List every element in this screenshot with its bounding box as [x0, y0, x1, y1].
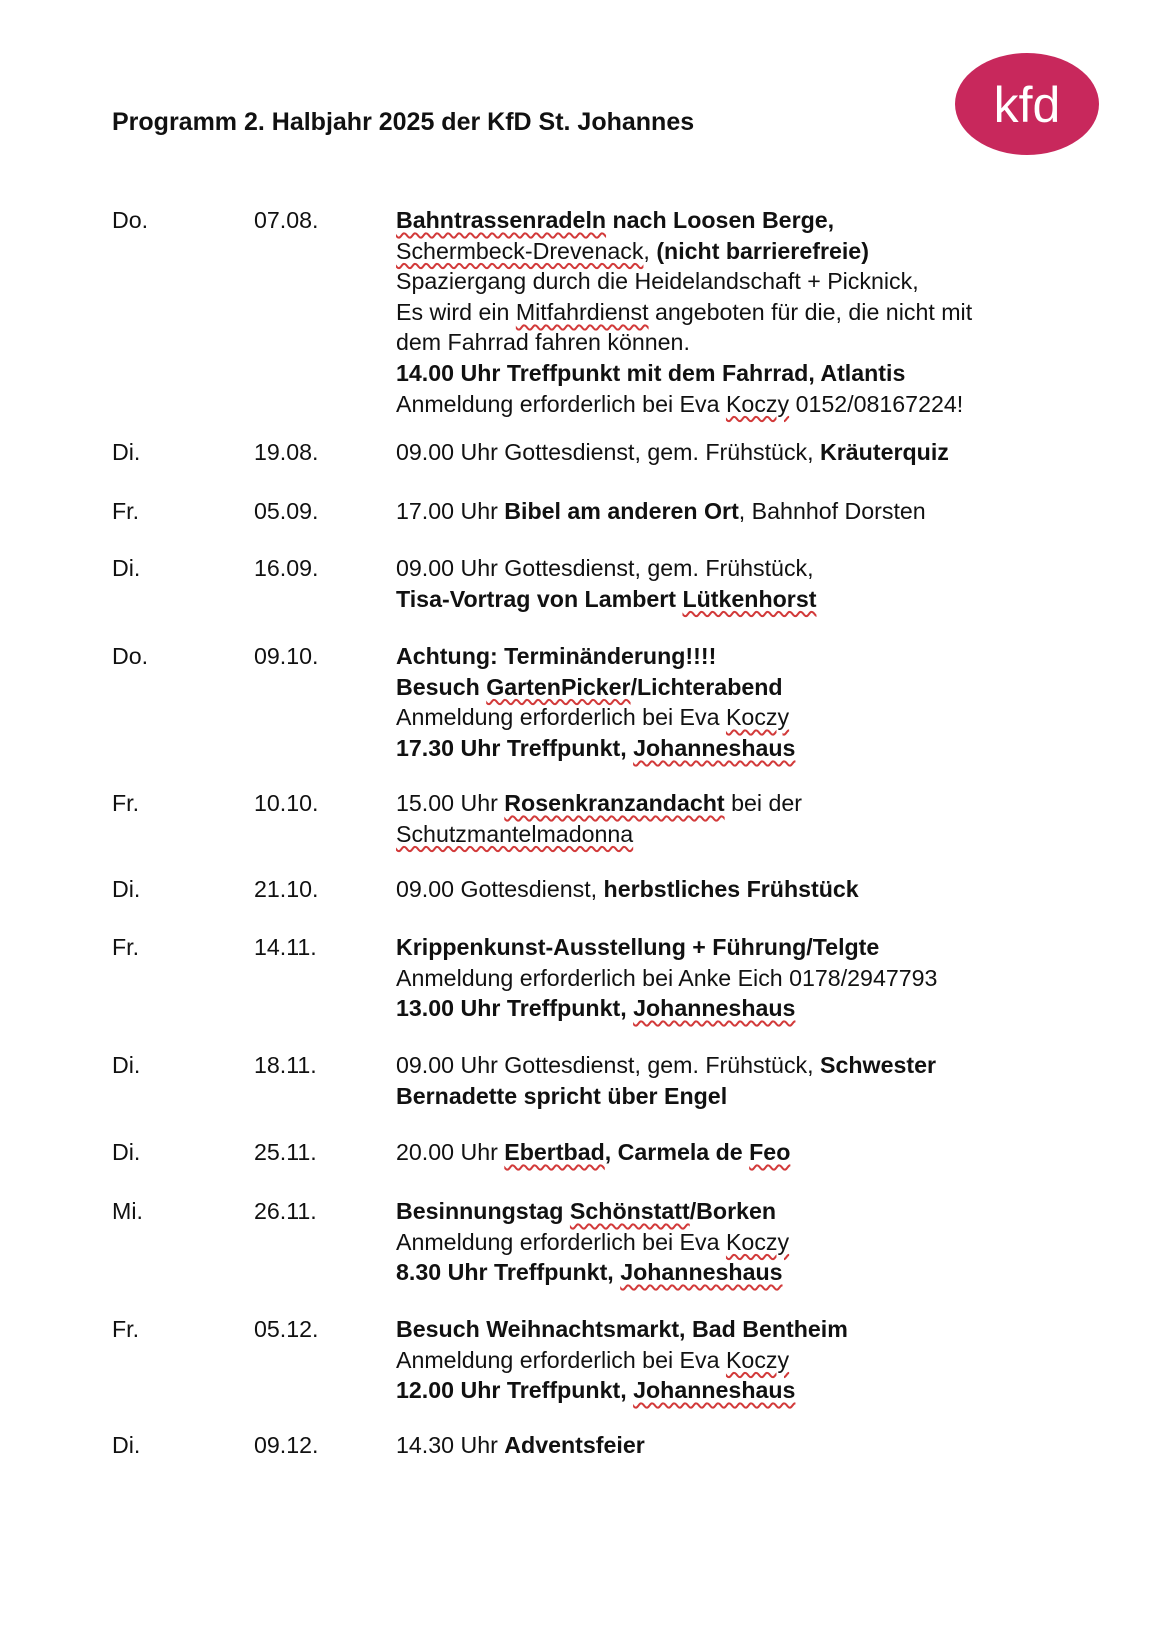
event-detail-line [396, 1345, 1116, 1376]
event-text: Anmeldung erforderlich bei Eva [396, 390, 726, 417]
event-date: 21.10. [254, 876, 319, 902]
event-text: dem Fahrrad fahren können. [396, 329, 690, 356]
event-text: Anmeldung erforderlich bei Eva [396, 704, 726, 731]
event-date: 10.10. [254, 790, 319, 816]
event-detail-line [396, 327, 1116, 358]
event-text: Schwester [820, 1052, 937, 1078]
event-text: 12.00 Uhr Treffpunkt, [396, 1377, 634, 1404]
event-detail-line [396, 389, 1116, 420]
event-text: /Lichterabend [630, 673, 783, 700]
event-day: Di. [112, 876, 141, 902]
event-text: Anmeldung erforderlich bei Eva [396, 1228, 726, 1255]
event-details [396, 788, 1116, 849]
kfd-logo [954, 52, 1100, 156]
event-date: 16.09. [254, 555, 319, 581]
event-text: 0152/08167224! [789, 390, 964, 417]
event-text: 09.00 Gottesdienst, [396, 876, 604, 902]
event-text: Achtung: Terminänderung!!!! [396, 643, 717, 669]
event-text: 8.30 Uhr Treffpunkt, [396, 1259, 621, 1286]
event-details [396, 641, 1116, 763]
event-text: /Borken [689, 1198, 777, 1224]
event-text: Koczy [725, 704, 790, 731]
event-detail-line [396, 584, 1116, 615]
event-details [396, 1050, 1116, 1111]
event-detail-line [396, 1314, 1116, 1345]
event-detail-line [396, 702, 1116, 733]
event-details [396, 1314, 1116, 1406]
event-text: Bernadette spricht über Engel [396, 1082, 728, 1109]
event-detail-line [396, 437, 1116, 468]
event-text: 15.00 Uhr [396, 790, 505, 816]
event-text: Bibel am anderen Ort [504, 498, 739, 524]
event-detail-line [396, 1081, 1116, 1112]
event-text: GartenPicker [486, 673, 631, 700]
event-day: Fr. [112, 790, 140, 816]
event-detail-line [396, 641, 1116, 672]
event-day: Di. [112, 1139, 141, 1165]
event-text: Johanneshaus [633, 1377, 796, 1404]
event-detail-line [396, 266, 1116, 297]
event-details [396, 496, 1116, 527]
event-detail-line [396, 993, 1116, 1024]
event-date: 26.11. [254, 1198, 317, 1224]
event-detail-line [396, 1375, 1116, 1406]
event-text: Lütkenhorst [682, 585, 817, 612]
event-date: 09.12. [254, 1432, 319, 1458]
event-text: Schutzmantelmadonna [396, 820, 634, 847]
event-detail-line [396, 733, 1116, 764]
event-details [396, 874, 1116, 905]
event-day: Di. [112, 555, 141, 581]
event-text: angeboten für die, die nicht mit [648, 298, 973, 325]
event-text: 09.00 Uhr Gottesdienst, gem. Frühstück, [396, 439, 821, 465]
event-text: 14.30 Uhr [396, 1432, 505, 1458]
event-day: Do. [112, 207, 149, 233]
event-text: Rosenkranzandacht [504, 790, 725, 816]
event-text: 17.30 Uhr Treffpunkt, [396, 734, 634, 761]
event-text: Koczy [725, 1346, 790, 1373]
event-detail-line [396, 236, 1116, 267]
event-detail-line [396, 1196, 1116, 1227]
logo-text: kfd [993, 77, 1061, 133]
event-detail-line [396, 963, 1116, 994]
event-text: , Carmela de [604, 1139, 750, 1165]
event-text: Schönstatt [569, 1198, 690, 1224]
event-text: nach Loosen Berge, [606, 207, 835, 233]
event-day: Do. [112, 643, 149, 669]
event-text: Spaziergang durch die Heidelandschaft + Picknick, [396, 268, 919, 295]
event-text: Koczy [725, 390, 790, 417]
event-text: 20.00 Uhr [396, 1139, 505, 1165]
event-day: Fr. [112, 498, 140, 524]
event-details [396, 205, 1116, 419]
event-detail-line [396, 205, 1116, 236]
event-text: Krippenkunst-Ausstellung + Führung/Telgte [396, 934, 880, 960]
event-detail-line [396, 1227, 1116, 1258]
event-day: Fr. [112, 934, 140, 960]
event-date: 14.11. [254, 934, 317, 960]
event-text: bei der [724, 790, 802, 816]
event-date: 05.09. [254, 498, 319, 524]
event-text: Johanneshaus [633, 995, 796, 1022]
event-day: Mi. [112, 1198, 143, 1224]
event-details [396, 1430, 1116, 1461]
event-text: Johanneshaus [633, 734, 796, 761]
event-text: 17.00 Uhr [396, 498, 505, 524]
event-detail-line [396, 1257, 1116, 1288]
event-details [396, 1137, 1116, 1168]
event-text: Feo [749, 1139, 791, 1165]
event-text: Besuch Weihnachtsmarkt, Bad Bentheim [396, 1316, 848, 1342]
event-details [396, 437, 1116, 468]
event-text: Tisa-Vortrag von Lambert [396, 585, 683, 612]
event-detail-line [396, 874, 1116, 905]
event-text: (nicht barrierefreie) [656, 237, 869, 264]
event-text: Johanneshaus [620, 1259, 783, 1286]
event-text: Mitfahrdienst [515, 298, 649, 325]
event-text: 09.00 Uhr Gottesdienst, gem. Frühstück, [396, 1052, 821, 1078]
event-date: 25.11. [254, 1139, 317, 1165]
event-text: Bahntrassenradeln [396, 207, 607, 233]
event-text: Anmeldung erforderlich bei Eva [396, 1346, 726, 1373]
event-text: Koczy [725, 1228, 790, 1255]
event-text: Besinnungstag [396, 1198, 570, 1224]
event-day: Fr. [112, 1316, 140, 1342]
event-date: 05.12. [254, 1316, 319, 1342]
event-day: Di. [112, 1432, 141, 1458]
event-detail-line [396, 358, 1116, 389]
event-text: 09.00 Uhr Gottesdienst, gem. Frühstück, [396, 555, 814, 581]
event-text: Besuch [396, 673, 487, 700]
event-text: Anmeldung erforderlich bei Anke Eich 0178/2947793 [396, 964, 938, 991]
event-detail-line [396, 496, 1116, 527]
event-text: Ebertbad [504, 1139, 605, 1165]
event-date: 09.10. [254, 643, 319, 669]
event-day: Di. [112, 439, 141, 465]
event-date: 19.08. [254, 439, 319, 465]
event-day: Di. [112, 1052, 141, 1078]
event-detail-line [396, 1430, 1116, 1461]
event-detail-line [396, 1137, 1116, 1168]
event-detail-line [396, 297, 1116, 328]
event-details [396, 553, 1116, 614]
event-text: , [643, 237, 657, 264]
event-detail-line [396, 553, 1116, 584]
event-details [396, 1196, 1116, 1288]
event-detail-line [396, 672, 1116, 703]
event-text: Adventsfeier [504, 1432, 645, 1458]
event-details [396, 932, 1116, 1024]
event-text: herbstliches Frühstück [603, 876, 859, 902]
event-text: , Bahnhof Dorsten [738, 498, 926, 524]
event-text: Es wird ein [396, 298, 516, 325]
event-text: 14.00 Uhr Treffpunkt mit dem Fahrrad, Atlantis [396, 359, 906, 386]
page-title: Programm 2. Halbjahr 2025 der KfD St. Johannes [112, 108, 695, 136]
event-date: 18.11. [254, 1052, 317, 1078]
event-detail-line [396, 1050, 1116, 1081]
event-detail-line [396, 932, 1116, 963]
event-text: Kräuterquiz [820, 439, 949, 465]
event-detail-line [396, 819, 1116, 850]
event-text: Schermbeck-Drevenack [396, 237, 644, 264]
event-text: 13.00 Uhr Treffpunkt, [396, 995, 634, 1022]
event-detail-line [396, 788, 1116, 819]
event-date: 07.08. [254, 207, 319, 233]
